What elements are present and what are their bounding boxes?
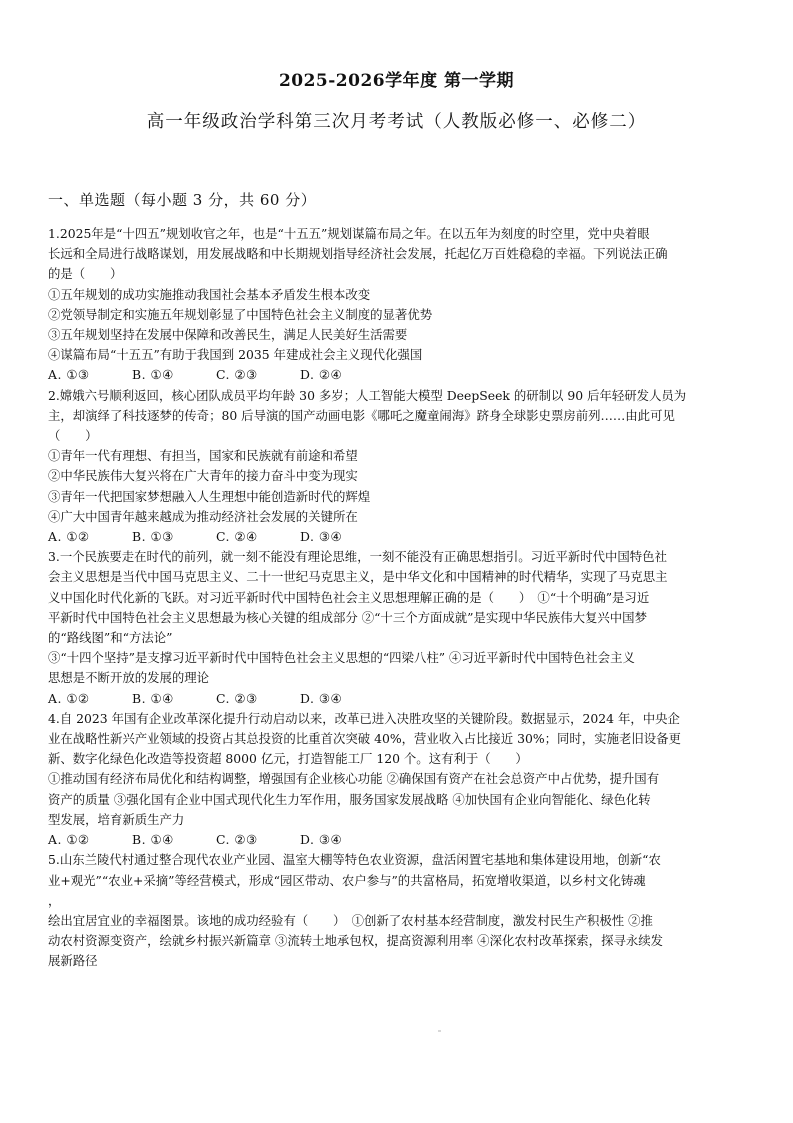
question-stem-line: 3.一个民族要走在时代的前列，就一刻不能没有理论思维，一刻不能没有正确思想指引。习近平新时代中国特色社: [48, 549, 667, 565]
answer-options: [48, 365, 748, 385]
question-stem-line: 动农村资源变资产，绘就乡村振兴新篇章 ③流转土地承包权，提高资源利用率 ④深化农村改革探索，探寻永续发: [48, 933, 664, 949]
question-stem-line: 5.山东兰陵代村通过整合现代农业产业园、温室大棚等特色农业资源，盘活闲置宅基地和集体建设用地，创新“农: [48, 852, 661, 868]
question-stem-line: 的“路线图”和“方法论”: [48, 630, 173, 646]
statement-item: ④广大中国青年越来越成为推动经济社会发展的关键所在: [48, 508, 358, 524]
answer-option[interactable]: D. ③④: [300, 690, 343, 706]
answer-option[interactable]: B. ①④: [132, 690, 174, 706]
answer-options: [48, 527, 748, 547]
question-1: [48, 224, 748, 386]
question-stem-line: 展新路径: [48, 953, 98, 969]
answer-option[interactable]: A. ①②: [48, 529, 90, 545]
question-stem-line: 长远和全局进行战略谋划，用发展战略和中长期规划指导经济社会发展，托起亿万百姓稳稳的幸福。下列说法正确: [48, 246, 668, 262]
section-heading: 一、单选题（每小题 3 分，共 60 分）: [48, 191, 317, 209]
statement-item: ①推动国有经济布局优化和结构调整，增强国有企业核心功能 ②确保国有资产在社会总资产中占优势，提升国有: [48, 771, 660, 787]
exam-title: 高一年级政治学科第三次月考考试（人教版必修一、必修二）: [146, 112, 647, 132]
question-2: [48, 386, 748, 548]
question-3: [48, 547, 748, 709]
statement-item: 资产的质量 ③强化国有企业中国式现代化生力军作用，服务国家发展战略 ④加快国有企业向智能化、绿色化转: [48, 791, 651, 807]
question-stem-line: 2.嫦娥六号顺利返回，核心团队成员平均年龄 30 多岁；人工智能大模型 DeepSeek 的研制以 90 后年轻研发人员为: [48, 387, 687, 403]
academic-year-heading: 2025-2026学年度 第一学期: [278, 71, 515, 91]
scan-speck: [438, 1030, 441, 1032]
question-stem-line: ③“十四个坚持”是支撑习近平新时代中国特色社会主义思想的“四梁八柱” ④习近平新时代中国特色社会主义: [48, 650, 635, 666]
question-list: [48, 224, 748, 972]
question-stem-line: 4.自 2023 年国有企业改革深化提升行动启动以来，改革已进入决胜攻坚的关键阶段。数据显示，2024 年，中央企: [48, 710, 680, 726]
answer-option[interactable]: C. ②③: [216, 690, 258, 706]
statement-item: ②中华民族伟大复兴将在广大青年的接力奋斗中变为现实: [48, 468, 358, 484]
answer-option[interactable]: B. ①③: [132, 529, 174, 545]
question-4: [48, 709, 748, 850]
answer-options: [48, 830, 748, 850]
answer-option[interactable]: C. ②③: [216, 367, 258, 383]
question-5: [48, 850, 748, 971]
question-stem-line: 平新时代中国特色社会主义思想最为核心关键的组成部分 ②“十三个方面成就”是实现中华民族伟大复兴中国梦: [48, 609, 647, 625]
question-stem-line: 主，却演绎了科技逐梦的传奇；80 后导演的国产动画电影《哪吒之魔童闹海》跻身全球影史票房前列……由此可见: [48, 407, 675, 423]
question-stem-line: ，: [48, 892, 61, 908]
answer-option[interactable]: B. ①④: [132, 367, 174, 383]
question-stem-line: 会主义思想是当代中国马克思主义、二十一世纪马克思主义，是中华文化和中国精神的时代精华，实现了马克思主: [48, 569, 668, 585]
statement-item: ④谋篇布局“十五五”有助于我国到 2035 年建成社会主义现代化强国: [48, 347, 423, 363]
question-stem-line: 业在战略性新兴产业领域的投资占其总投资的比重首次突破 40%，营业收入占比接近 30%；同时，实施老旧设备更: [48, 731, 681, 747]
statement-item: 型发展，培育新质生产力: [48, 811, 185, 827]
answer-option[interactable]: C. ②④: [216, 529, 258, 545]
statement-item: ③青年一代把国家梦想融入人生理想中能创造新时代的辉煌: [48, 488, 371, 504]
statement-item: ③五年规划坚持在发展中保障和改善民生，满足人民美好生活需要: [48, 327, 408, 343]
statement-item: ②党领导制定和实施五年规划彰显了中国特色社会主义制度的显著优势: [48, 306, 433, 322]
answer-option[interactable]: A. ①③: [48, 367, 90, 383]
question-stem-line: 绘出宜居宜业的幸福图景。该地的成功经验有（ ） ①创新了农村基本经营制度，激发村民生产积极性 ②推: [48, 912, 653, 928]
question-stem-line: （ ）: [48, 428, 98, 444]
statement-item: ①青年一代有理想、有担当，国家和民族就有前途和希望: [48, 448, 358, 464]
statement-item: ①五年规划的成功实施推动我国社会基本矛盾发生根本改变: [48, 286, 371, 302]
answer-options: [48, 689, 748, 709]
answer-option[interactable]: D. ③④: [300, 529, 343, 545]
question-stem-line: 1.2025年是“十四五”规划收官之年，也是“十五五”规划谋篇布局之年。在以五年为刻度的时空里，党中央着眼: [48, 226, 650, 241]
question-stem-line: 业+观光”“农业+采摘”等经营模式，形成“园区带动、农户参与”的共富格局，拓宽增收渠道，以乡村文化铸魂: [48, 872, 646, 888]
answer-option[interactable]: A. ①②: [48, 832, 90, 848]
question-stem-line: 新、数字化绿色化改造等投资超 8000 亿元，打造智能工厂 120 个。这有利于（ ）: [48, 751, 528, 767]
answer-option[interactable]: A. ①②: [48, 690, 90, 706]
answer-option[interactable]: D. ②④: [300, 367, 343, 383]
answer-option[interactable]: D. ③④: [300, 832, 343, 848]
answer-option[interactable]: C. ②③: [216, 832, 258, 848]
question-stem-line: 义中国化时代化新的飞跃。对习近平新时代中国特色社会主义思想理解正确的是（ ） ①“十个明确”是习近: [48, 589, 650, 605]
question-stem-line: 思想是不断开放的发展的理论: [48, 670, 210, 686]
answer-option[interactable]: B. ①④: [132, 832, 174, 848]
question-stem-line: 的是（ ）: [48, 266, 123, 282]
